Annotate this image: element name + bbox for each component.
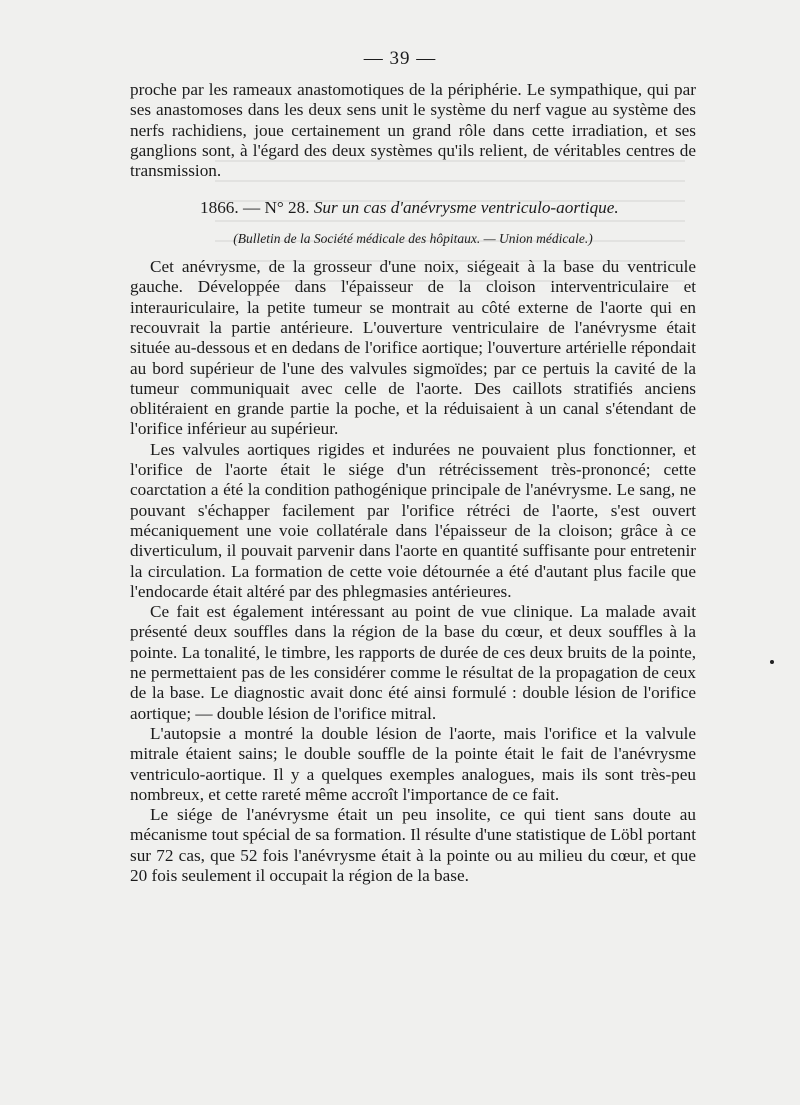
opening-block: [130, 80, 696, 181]
ink-speck: [770, 660, 774, 664]
text-column: [130, 80, 696, 886]
entry-heading: [130, 198, 696, 218]
entry-body: [130, 257, 696, 886]
body-paragraph-5: Le siége de l'anévrysme était un peu insolite, ce qui tient sans doute au mécanisme tout spécial de sa formation. Il résulte d'une statistique de Löbl portant sur 72 cas, que 52 fois l'anévrysme était à la pointe ou au milieu du cœur, et que 20 fois seulement il occupait la région de la base.: [130, 805, 696, 885]
body-paragraph-2: Les valvules aortiques rigides et indurées ne pouvaient plus fonctionner, et l'orifice de l'aorte était le siége d'un rétrécissement très-prononcé; cette coarctation a été la condition pathogénique principale de l'anévrysme. Le sang, ne pouvant s'échapper facilement par l'orifice rétréci de l'aorte, s'est ouvert mécaniquement une voie collatérale dans l'épaisseur de la cloison; grâce à ce diverticulum, il pouvait parvenir dans l'aorte en quantité suffisante pour entretenir la circulation. La formation de cette voie détournée a été d'autant plus facile que l'endocarde était altéré par des phlegmasies antérieures.: [130, 439, 696, 601]
entry-citation: (Bulletin de la Société médicale des hôpitaux. — Union médicale.): [233, 230, 593, 246]
opening-paragraph: proche par les rameaux anastomotiques de la périphérie. Le sympathique, qui par ses anastomoses dans les deux sens unit le système du nerf vague au système des nerfs rachidiens, joue certainement un grand rôle dans cette irradiation, et ses ganglions sont, à l'égard des deux systèmes qu'ils relient, de véritables centres de transmission.: [130, 80, 696, 181]
body-paragraph-1: Cet anévrysme, de la grosseur d'une noix, siégeait à la base du ventricule gauche. Développée dans l'épaisseur de la cloison interventriculaire et interauriculaire, la petite tumeur se montrait au côté externe de l'aorte qui en recouvrait la partie antérieure. L'ouverture ventriculaire de l'anévrysme était située au-dessous et en dedans de l'orifice aortique; l'ouverture artérielle répondait au bord supérieur de l'une des valvules sigmoïdes; par ce pertuis la cavité de la tumeur communiquait avec celle de l'aorte. Des caillots stratifiés anciens oblitéraient en grande partie la poche, et la réduisaient à un canal s'étendant de l'orifice inférieur au supérieur.: [130, 257, 696, 439]
body-paragraph-3: Ce fait est également intéressant au point de vue clinique. La malade avait présenté deux souffles dans la région de la base du cœur, et deux souffles à la pointe. La tonalité, le timbre, les rapports de durée de ces deux bruits de la pointe, ne permettaient pas de les considérer comme le résultat de la propagation de ceux de la base. Le diagnostic avait donc été ainsi formulé : double lésion de l'orifice aortique; — double lésion de l'orifice mitral.: [130, 602, 696, 723]
page-number: — 39 —: [363, 48, 437, 69]
entry-year-number: 1866. — N° 28.: [200, 198, 310, 218]
body-paragraph-4: L'autopsie a montré la double lésion de l'aorte, mais l'orifice et la valvule mitrale étaient sains; le double souffle de la pointe était le fait de l'anévrysme ventriculo-aortique. Il y a quelques exemples analogues, mais ils sont très-peu nombreux, et cette rareté même accroît l'importance de ce fait.: [130, 723, 696, 804]
entry-title: Sur un cas d'anévrysme ventriculo-aortique.: [313, 198, 619, 218]
